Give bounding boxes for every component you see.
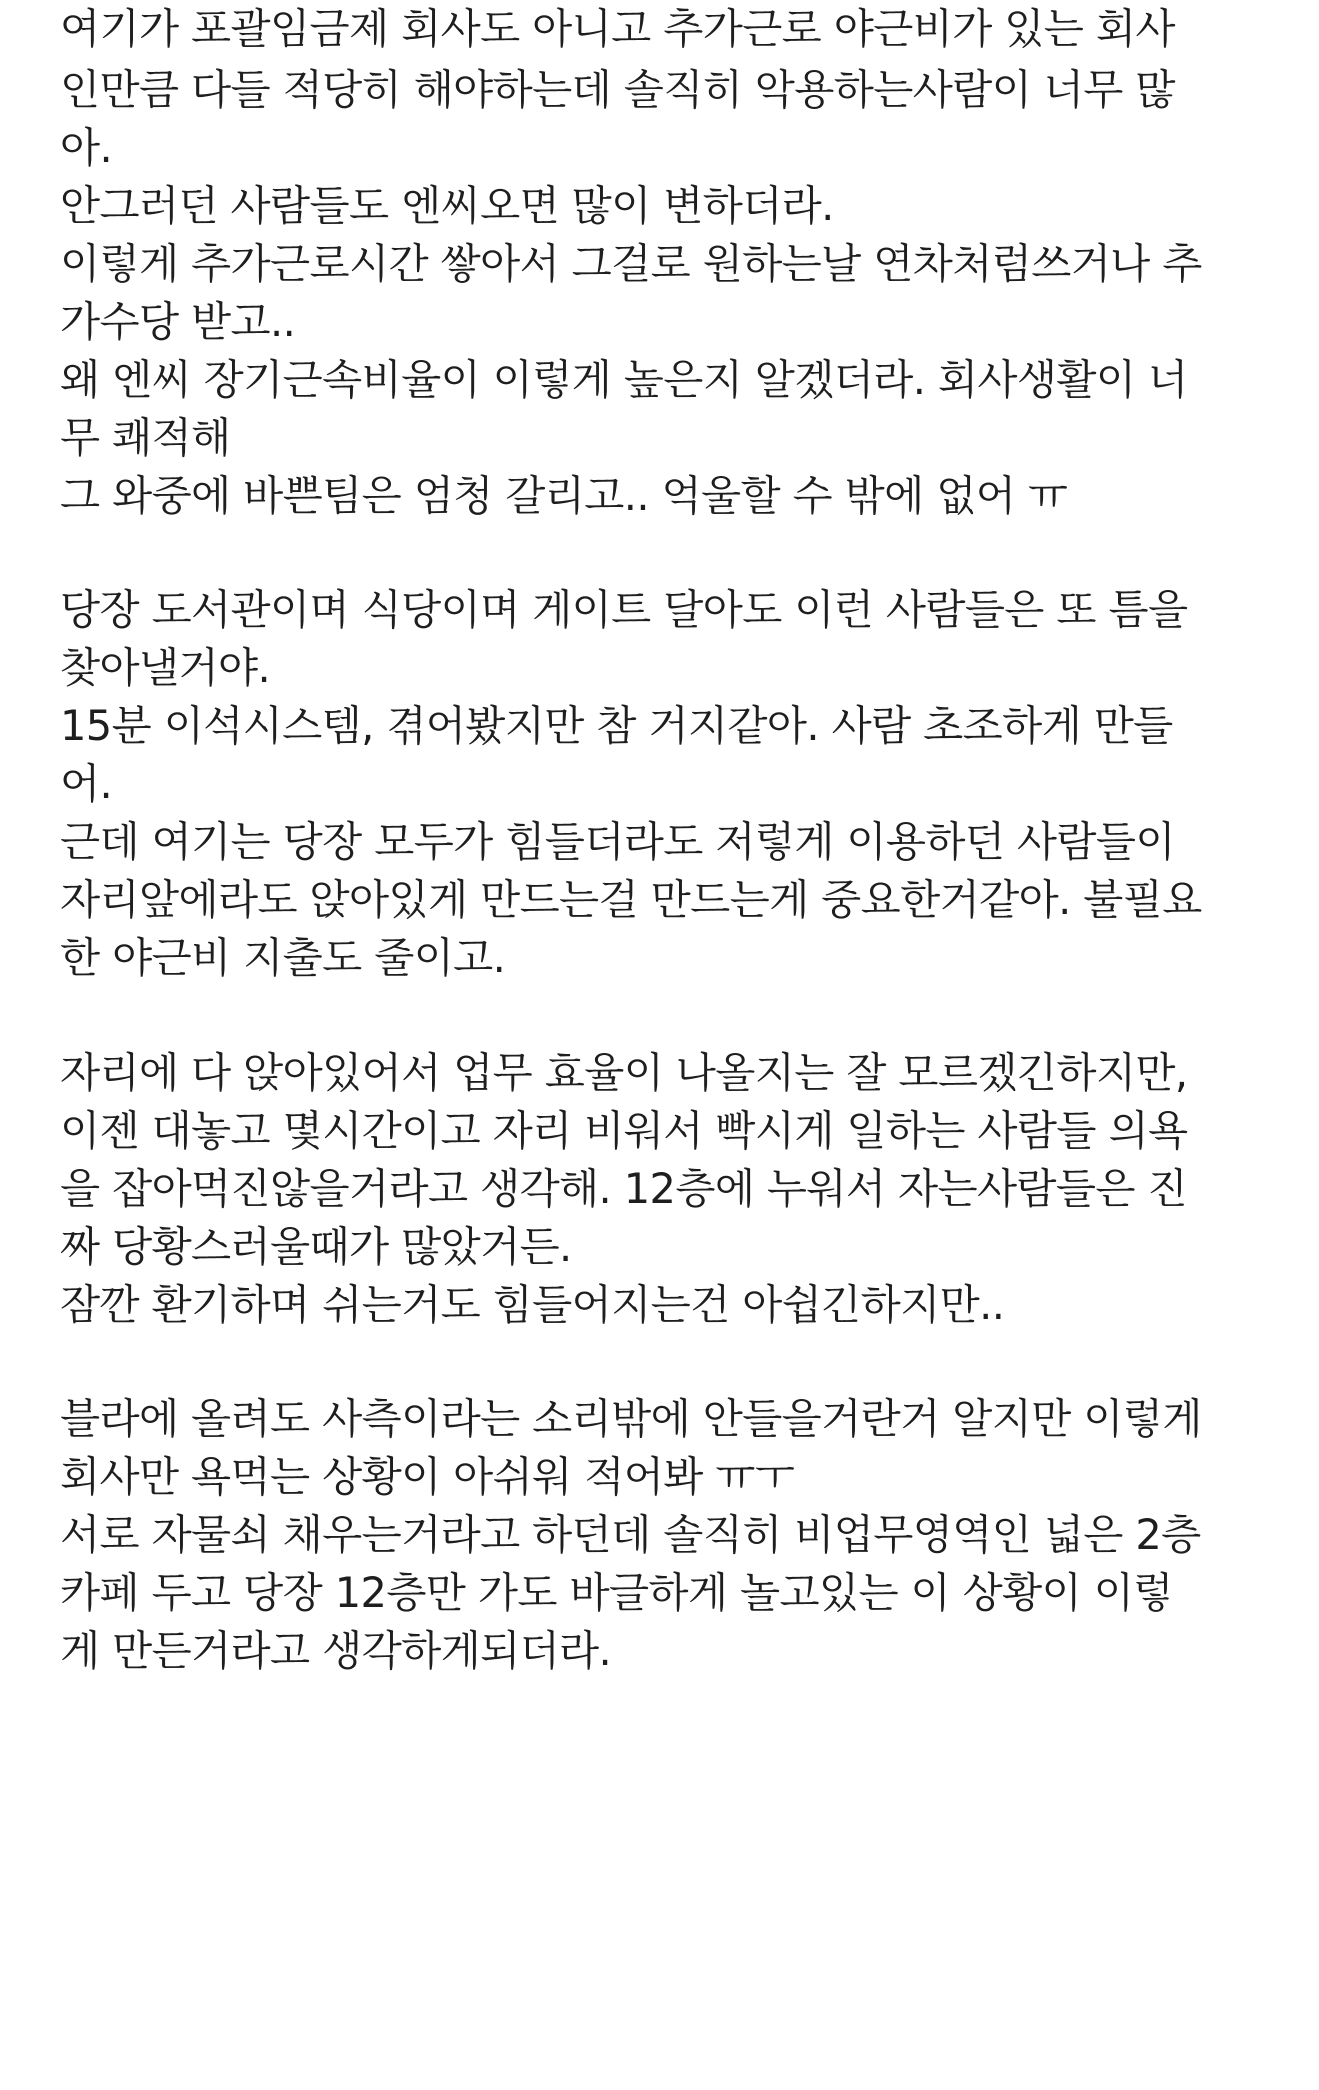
- post-line: 짜 당황스러울때가 많았거든.: [60, 1222, 572, 1271]
- post-line: 당장 도서관이며 식당이며 게이트 달아도 이런 사람들은 또 틈을: [60, 585, 1188, 634]
- post-line: 무 쾌적해: [60, 413, 231, 462]
- post-line: 자리에 다 앉아있어서 업무 효율이 나올지는 잘 모르겠긴하지만,: [60, 1048, 1188, 1097]
- post-line: 이젠 대놓고 몇시간이고 자리 비워서 빡시게 일하는 사람들 의욕: [60, 1106, 1188, 1155]
- post-line: 이렇게 추가근로시간 쌓아서 그걸로 원하는날 연차처럼쓰거나 추: [60, 239, 1202, 288]
- post-line: 근데 여기는 당장 모두가 힘들더라도 저렇게 이용하던 사람들이: [60, 817, 1175, 866]
- post-line: 아.: [60, 123, 113, 172]
- post-line: 15분 이석시스템, 겪어봤지만 참 거지같아. 사람 초조하게 만들: [60, 701, 1173, 750]
- post-line: 어.: [60, 759, 113, 808]
- post-line: 그 와중에 바쁜팀은 엄청 갈리고.. 억울할 수 밖에 없어 ㅠ: [60, 471, 1068, 520]
- post-line: 게 만든거라고 생각하게되더라.: [60, 1626, 612, 1675]
- post-line: 안그러던 사람들도 엔씨오면 많이 변하더라.: [60, 181, 834, 230]
- post-line: 찾아낼거야.: [60, 643, 271, 692]
- post-line: 카페 두고 당장 12층만 가도 바글하게 놀고있는 이 상황이 이렇: [60, 1568, 1173, 1617]
- post-line: 을 잡아먹진않을거라고 생각해. 12층에 누워서 자는사람들은 진: [60, 1164, 1187, 1213]
- post-line: 잠깐 환기하며 쉬는거도 힘들어지는건 아쉽긴하지만..: [60, 1280, 1005, 1329]
- post-line: 블라에 올려도 사측이라는 소리밖에 안들을거란거 알지만 이렇게: [60, 1394, 1202, 1443]
- post-line: 회사만 욕먹는 상황이 아쉬워 적어봐 ㅠㅜ: [60, 1452, 795, 1501]
- post-line: 서로 자물쇠 채우는거라고 하던데 솔직히 비업무영역인 넓은 2층: [60, 1510, 1201, 1559]
- post-line: 한 야근비 지출도 줄이고.: [60, 933, 506, 982]
- post-line: 왜 엔씨 장기근속비율이 이렇게 높은지 알겠더라. 회사생활이 너: [60, 355, 1188, 404]
- post-line: 자리앞에라도 앉아있게 만드는걸 만드는게 중요한거같아. 불필요: [60, 875, 1202, 924]
- post-line: 가수당 받고..: [60, 297, 296, 346]
- post-line: 여기가 포괄임금제 회사도 아니고 추가근로 야근비가 있는 회사: [60, 4, 1175, 53]
- post-line: 인만큼 다들 적당히 해야하는데 솔직히 악용하는사람이 너무 많: [60, 65, 1175, 114]
